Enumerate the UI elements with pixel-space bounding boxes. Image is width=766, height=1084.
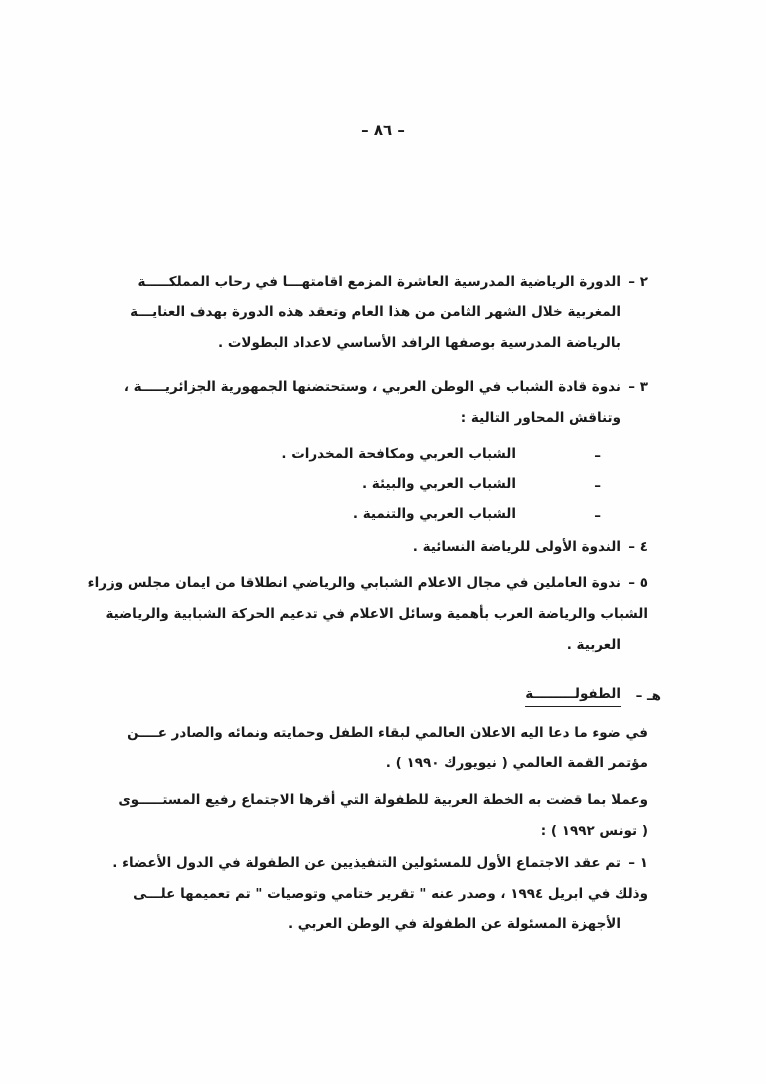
page-number: – ٨٦ – [361, 121, 405, 139]
item-4-line-1: الندوة الأولى للرياضة النسائية . [412, 539, 621, 555]
item-5-marker: ٥ – [628, 575, 648, 591]
item-3-sub-2: الشباب العربي والبيئة . [361, 476, 516, 492]
numbered-1-line-1: تم عقد الاجتماع الأول للمسئولين التنفيذيين عن الطفولة في الدول الأعضاء . [112, 855, 621, 871]
item-3-line-2: وتناقش المحاور التالية : [460, 410, 621, 426]
item-5-line-2: الشباب والرياضة العرب بأهمية وسائل الاعلام في تدعيم الحركة الشبابية والرياضية [105, 606, 648, 622]
item-3-sub-3: الشباب العربي والتنمية . [352, 506, 516, 522]
item-3-sub-3-marker: – [594, 508, 601, 524]
paragraph-1-line-1: في ضوء ما دعا اليه الاعلان العالمي لبقاء الطفل وحمايته ونمائه والصادر عــــن [127, 725, 648, 741]
item-2-line-1: الدورة الرياضية المدرسية العاشرة المزمع اقامتهـــا في رحاب المملكـــــة [137, 274, 621, 290]
item-2-line-3: بالرياضة المدرسية بوصفها الرافد الأساسي لاعداد البطولات . [218, 335, 621, 351]
item-3-marker: ٣ – [628, 379, 648, 395]
numbered-1-line-3: الأجهزة المسئولة عن الطفولة في الوطن العربي . [287, 916, 621, 932]
item-3-sub-2-marker: – [594, 478, 601, 494]
item-2-line-2: المغربية خلال الشهر الثامن من هذا العام وتعقد هذه الدورة بهدف العنايـــة [130, 304, 621, 320]
numbered-1-line-2: وذلك في ابريل ١٩٩٤ ، وصدر عنه " تقرير ختامي وتوصيات " تم تعميمها علـــى [133, 886, 648, 902]
item-4-marker: ٤ – [628, 539, 648, 555]
section-title: الطفولـــــــــة [525, 684, 621, 707]
item-3-sub-1-marker: – [594, 448, 601, 464]
section-marker: هـ – [635, 688, 661, 704]
numbered-1-marker: ١ – [628, 855, 648, 871]
paragraph-2-line-2: ( تونس ١٩٩٢ ) : [540, 823, 648, 839]
paragraph-1-line-2: مؤتمر القمة العالمي ( نيويورك ١٩٩٠ ) . [385, 755, 648, 771]
item-3-sub-1: الشباب العربي ومكافحة المخدرات . [281, 446, 516, 462]
item-5-line-1: ندوة العاملين في مجال الاعلام الشبابي والرياضي انطلاقا من ايمان مجلس وزراء [87, 575, 621, 591]
item-5-line-3: العربية . [566, 637, 621, 653]
paragraph-2-line-1: وعملا بما قضت به الخطة العربية للطفولة التي أقرها الاجتماع رفيع المستـــــوى [118, 792, 648, 808]
item-3-line-1: ندوة قادة الشباب في الوطن العربي ، وستحتضنها الجمهورية الجزائريـــــة ، [123, 379, 621, 395]
item-2-marker: ٢ – [628, 274, 648, 290]
